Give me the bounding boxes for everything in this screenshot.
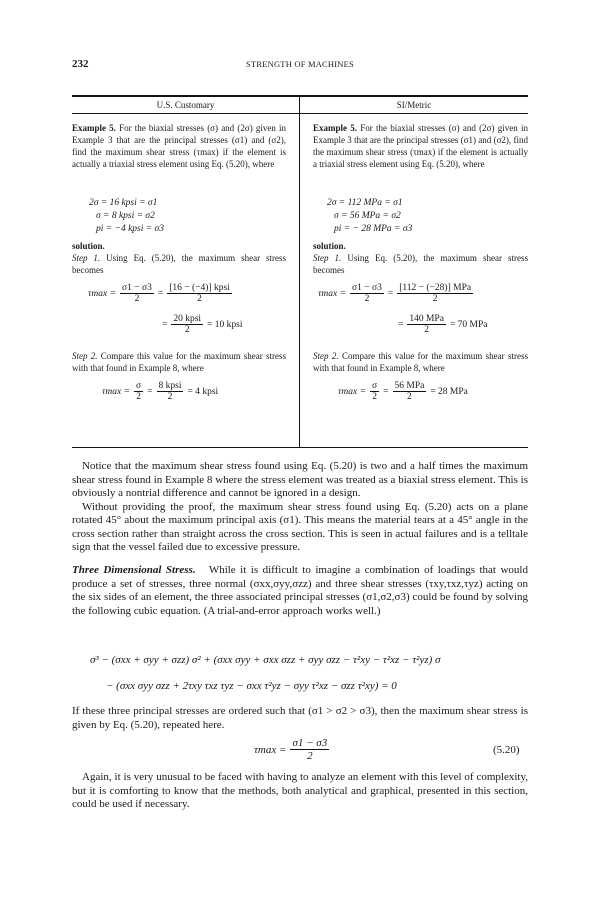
- eq520-frac: [290, 737, 329, 762]
- right-eq1-lhs: τmax =: [318, 288, 347, 299]
- right-solution-label: solution.: [313, 241, 346, 251]
- table-head-rule: [72, 113, 528, 114]
- right-eq3-frac1: [370, 381, 379, 402]
- left-eq1-num2: [16 − (−4)] kpsi: [169, 283, 230, 293]
- equation-number: (5.20): [493, 744, 520, 756]
- left-eq3-num1: σ: [136, 381, 142, 391]
- left-given-1: 2σ = 16 kpsi = σ1: [89, 198, 158, 208]
- left-eq3-frac2: [157, 381, 184, 402]
- right-given-2: σ = 56 MPa = σ2: [334, 211, 401, 221]
- cubic-equation-line-2: − (σxx σyy σzz + 2τxy τxz τyz − σxx τ²yz − σyy τ²xz − σzz τ²xy) = 0: [106, 680, 397, 692]
- right-step2-text: Compare this value for the maximum shear stress with that found in Example 8, where: [313, 351, 529, 373]
- paragraph-2: Without providing the proof, the maximum shear stress found using Eq. (5.20) acts on a plane rotated 45° about the maximum principal axis (σ1). This means the material tears at a 45° angle in the cross section rather than straight across the cross section. This is seen in actual failures and is a telltale sign that the vessel failed due to excessive pressure.: [72, 500, 528, 553]
- right-step2-label: Step 2.: [313, 351, 339, 361]
- right-eq1-den1: 2: [364, 294, 370, 304]
- right-eq3-frac2: [393, 381, 427, 402]
- left-given-3: pi = −4 kpsi = σ3: [96, 224, 164, 234]
- left-step2-text: Compare this value for the maximum shear stress with that found in Example 8, where: [72, 351, 286, 373]
- right-given-1: 2σ = 112 MPa = σ1: [327, 198, 403, 208]
- right-eq3-lhs: τmax =: [338, 386, 367, 397]
- section-subhead: Three Dimensional Stress.: [72, 564, 196, 576]
- left-eq1-num1: σ1 − σ3: [122, 283, 152, 293]
- left-step2-label: Step 2.: [72, 351, 98, 361]
- three-d-stress-section: [72, 564, 528, 618]
- right-eq2-result: = 70 MPa: [449, 319, 488, 330]
- right-eq1-frac1: [350, 283, 384, 304]
- left-eq3-frac1: [134, 381, 143, 402]
- left-column-title: U.S. Customary: [156, 100, 215, 110]
- right-given-3: pi = − 28 MPa = σ3: [334, 224, 413, 234]
- right-step2-block: [313, 350, 528, 374]
- left-eq2-num: 20 kpsi: [173, 314, 202, 324]
- right-eq1-num1: σ1 − σ3: [352, 283, 382, 293]
- cubic-equation-line-1: σ³ − (σxx + σyy + σzz) σ² + (σxx σyy + σxx σzz + σyy σzz − τ²xy − τ²xz − τ²yz) σ: [90, 654, 441, 666]
- left-given-2: σ = 8 kpsi = σ2: [96, 211, 155, 221]
- column-divider: [299, 96, 300, 447]
- left-eq3-den1: 2: [136, 392, 141, 402]
- right-eq1-frac2: [397, 283, 473, 304]
- left-eq2-frac: [171, 314, 203, 335]
- right-eq3-num2: 56 MPa: [394, 381, 425, 391]
- body-paragraphs-top: [72, 460, 528, 555]
- table-top-rule: [72, 95, 528, 97]
- left-step1-label: Step 1.: [72, 253, 101, 263]
- left-eq3-num2: 8 kpsi: [158, 381, 182, 391]
- right-eq3-den1: 2: [372, 392, 377, 402]
- right-solution-block: [313, 240, 528, 276]
- left-solution-label: solution.: [72, 241, 105, 251]
- paragraph-3: While it is difficult to imagine a combination of loadings that would produce a set of stresses, three normal (σxx,σyy,σzz) and three shear stresses (τxy,τxz,τyz) acting on the six sides of an element, the three associated principal stresses (σ1,σ2,σ3) could be found by solving the following cubic equation. (A trial-and-error approach works well.): [72, 564, 528, 617]
- right-eq2-num: 140 MPa: [409, 314, 444, 324]
- paragraph-5-block: [72, 771, 528, 812]
- paragraph-4: If these three principal stresses are ordered such that (σ1 > σ2 > σ3), then the maximum shear stress is given by Eq. (5.20), repeated here.: [72, 705, 528, 731]
- paragraph-1: Notice that the maximum shear stress found using Eq. (5.20) is two and a half times the maximum shear stress found in Example 8 where the stress element was treated as a biaxial stress element. This is obviously a nontrial difference and cannot be ignored in a design.: [72, 460, 528, 499]
- right-eq3-num1: σ: [372, 381, 378, 391]
- left-eq1-frac2: [167, 283, 232, 304]
- left-example-text: For the biaxial stresses (σ) and (2σ) given in Example 3 that are the principal stresses (σ1) and (σ2), find the maximum shear stress (τmax) if the element is actually a triaxial stress element using Eq. (5.20), where: [72, 123, 286, 169]
- eq520-den: 2: [307, 750, 313, 762]
- right-step1-label: Step 1.: [313, 253, 342, 263]
- left-eq3-lhs: τmax =: [102, 386, 131, 397]
- right-example-block: [313, 122, 528, 170]
- eq520-num: σ1 − σ3: [292, 737, 328, 749]
- left-eq1-lhs: τmax =: [88, 288, 117, 299]
- left-eq2-den: 2: [184, 325, 190, 335]
- left-eq3-result: = 4 kpsi: [187, 386, 219, 397]
- right-column-title: SI/Metric: [396, 100, 432, 110]
- right-eq2-den: 2: [424, 325, 430, 335]
- left-eq1-den1: 2: [134, 294, 140, 304]
- left-eq3: τmax = $\frac{\sigma}{2}$ = $\frac{\text{8 kpsi}}{2}$ = 4 kpsi: [102, 381, 219, 402]
- running-title: STRENGTH OF MACHINES: [246, 59, 354, 69]
- left-eq1: τmax = $\frac{\sigma 1 - \sigma 3}{2}$ = $\frac{\text{[16 − (−4)] kpsi}}{2}$: [88, 283, 230, 304]
- right-eq3: τmax = $\frac{\sigma}{2}$ = $\frac{\text{56 MPa}}{2}$ = 28 MPa: [338, 381, 468, 402]
- right-eq2: = $\frac{\text{140 MPa}}{2}$ = 70 MPa: [398, 314, 488, 335]
- eq520-lhs: τmax =: [254, 743, 287, 756]
- right-step1-text: Using Eq. (5.20), the maximum shear stress becomes: [313, 253, 529, 275]
- left-step2-block: [72, 350, 286, 374]
- right-eq2-frac: [407, 314, 446, 335]
- equation-5-20: [254, 737, 329, 762]
- right-eq3-den2: 2: [407, 392, 412, 402]
- right-example-text: For the biaxial stresses (σ) and (2σ) given in Example 3 that are the principal stresses (σ1) and (σ2), find the maximum shear stress (τmax) if the element is actually a triaxial stress element using Eq. (5.20), where: [313, 123, 528, 169]
- right-eq1-den2: 2: [432, 294, 438, 304]
- left-example-label: Example 5.: [72, 123, 116, 133]
- right-example-label: Example 5.: [313, 123, 358, 133]
- left-eq2: = $\frac{\text{20 kpsi}}{2}$ = 10 kpsi: [162, 314, 243, 335]
- left-eq2-result: = 10 kpsi: [207, 319, 243, 330]
- table-bottom-rule: [72, 447, 528, 448]
- left-step1-text: Using Eq. (5.20), the maximum shear stress becomes: [72, 253, 287, 275]
- left-solution-block: [72, 240, 286, 276]
- page-number: 232: [72, 58, 89, 70]
- left-eq3-den2: 2: [167, 392, 173, 402]
- left-example-block: [72, 122, 286, 170]
- right-eq1: τmax = $\frac{\sigma 1 - \sigma 3}{2}$ = $\frac{\text{[112 − (−28)] MPa}}{2}$: [318, 283, 472, 304]
- right-eq3-result: = 28 MPa: [430, 386, 468, 397]
- paragraph-5: Again, it is very unusual to be faced with having to analyze an element with this level of complexity, but it is comforting to know that the methods, both analytical and graphical, presented in this section, could be used if necessary.: [72, 771, 528, 810]
- right-eq1-num2: [112 − (−28)] MPa: [399, 283, 472, 293]
- left-eq1-den2: 2: [197, 294, 202, 304]
- paragraph-4-block: [72, 705, 528, 732]
- left-eq1-frac1: [120, 283, 154, 304]
